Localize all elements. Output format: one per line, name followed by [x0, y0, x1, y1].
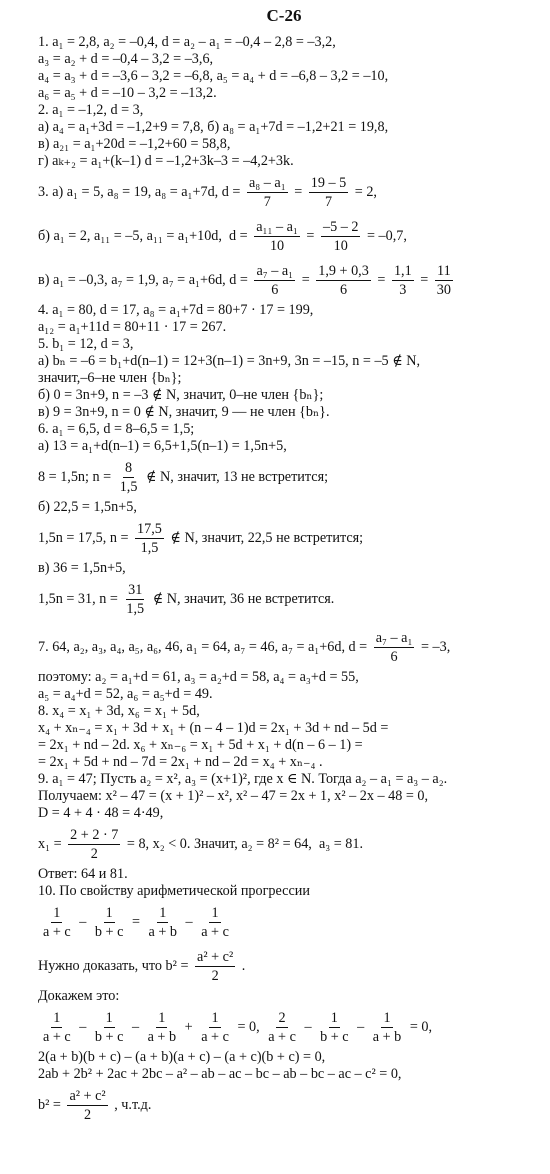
text-line: Докажем это: [38, 988, 120, 1004]
numerator: 1 [105, 904, 113, 921]
text-segment: – [128, 1018, 143, 1035]
text-line: Ответ: 64 и 81. [38, 866, 128, 882]
formula-line [38, 944, 530, 988]
text-line: 6. a₁ = 6,5, d = 8–6,5 = 1,5; [38, 421, 195, 437]
denominator: a + c [268, 1028, 296, 1045]
denominator: 2 [211, 967, 219, 984]
text-line: 2ab + 2b² + 2ac + 2bc – a² – ab – ac – bc – ab – bc – ac – c² = 0, [38, 1066, 402, 1082]
numerator: 1 [383, 1009, 391, 1026]
denominator: 1,5 [140, 539, 159, 556]
text-segment: = [416, 271, 432, 288]
fraction [435, 263, 453, 298]
text-segment: в) a₁ = –0,3, a₇ = 1,9, a₇ = a₁+6d, d = [38, 271, 252, 288]
text-line: б) 22,5 = 1,5n+5, [38, 499, 137, 515]
denominator: 2 [84, 1106, 92, 1123]
denominator: a + c [201, 1028, 229, 1045]
formula-line [38, 625, 530, 669]
fraction [247, 175, 288, 210]
text-segment: 8 = 1,5n; n = [38, 468, 115, 485]
fraction [135, 521, 164, 556]
text-segment: ∉ N, значит, 13 не встретится; [142, 468, 329, 485]
text-segment: = [373, 271, 389, 288]
numerator: 1 [330, 1009, 338, 1026]
text-segment: = 8, x₂ < 0. Значит, a₂ = 8² = 64, a₃ = 81. [123, 835, 364, 852]
text-segment: x₁ = [38, 835, 66, 852]
text-line: 4. a₁ = 80, d = 17, a₈ = a₁+7d = 80+7 · 17 = 199, [38, 302, 314, 318]
text-line: а) a₄ = a₁+3d = –1,2+9 = 7,8, б) a₈ = a₁+7d = –1,2+21 = 19,8, [38, 119, 389, 135]
denominator: a + b [147, 1028, 177, 1045]
exercise-4-6 [38, 302, 530, 621]
numerator: 1,1 [393, 262, 412, 279]
text-line: б) 0 = 3n+9, n = –3 ∉ N, значит, 0–не член {bₙ}; [38, 387, 324, 403]
text-line: значит,–6–не член {bₙ}; [38, 370, 182, 386]
text-segment: – [300, 1018, 316, 1035]
text-line: 2. a₁ = –1,2, d = 3, [38, 102, 144, 118]
exercise-7-9 [38, 625, 530, 900]
numerator: 1 [159, 904, 167, 921]
fraction [374, 630, 415, 665]
text-line: в) 36 = 1,5n+5, [38, 560, 126, 576]
numerator: a² + c² [69, 1087, 106, 1104]
numerator: 1 [211, 1009, 219, 1026]
numerator: 2 [278, 1009, 286, 1026]
numerator: a₇ – a₁ [256, 262, 294, 279]
fraction [316, 263, 371, 298]
numerator: 17,5 [137, 520, 162, 537]
page-title: С-26 [266, 6, 302, 25]
numerator: 1 [211, 904, 219, 921]
text-segment: – [75, 1018, 90, 1035]
numerator: 2 + 2 · 7 [70, 826, 119, 843]
formula-line [38, 1005, 530, 1049]
text-segment: 3. а) a₁ = 5, a₈ = 19, a₈ = a₁+7d, d = [38, 183, 244, 200]
denominator: 7 [263, 193, 271, 210]
numerator: a₇ – a₁ [375, 629, 413, 646]
formula-line [38, 1083, 530, 1127]
text-line: в) 9 = 3n+9, n = 0 ∉ N, значит, 9 — не член {bₙ}. [38, 404, 330, 420]
text-segment: = 0, [233, 1018, 264, 1035]
numerator: 31 [128, 581, 143, 598]
text-segment: б) a₁ = 2, a₁₁ = –5, a₁₁ = a₁+10d, d = [38, 227, 252, 244]
formula-line [38, 516, 530, 560]
text-line: a₃ = a₂ + d = –0,4 – 3,2 = –3,6, [38, 51, 214, 67]
denominator: 3 [399, 281, 407, 298]
text-line: 2(a + b)(b + c) – (a + b)(a + c) – (a + c)(b + c) = 0, [38, 1049, 326, 1065]
fraction [266, 1010, 298, 1045]
text-segment: Нужно доказать, что b² = [38, 957, 193, 974]
numerator: a₁₁ – a₁ [256, 218, 298, 235]
exercise-10 [38, 900, 530, 1127]
fraction [41, 1010, 73, 1045]
exercise-3 [38, 170, 530, 302]
fraction [67, 1088, 107, 1123]
text-segment: = [302, 227, 318, 244]
denominator: 6 [339, 281, 348, 298]
fraction [93, 1010, 126, 1045]
fraction [254, 263, 295, 298]
text-line: 5. b₁ = 12, d = 3, [38, 336, 134, 352]
text-segment: 7. 64, a₂, a₃, a₄, a₅, a₆, 46, a₁ = 64, a₇ = 46, a₇ = a₁+6d, d = [38, 638, 371, 655]
denominator: 6 [390, 648, 398, 665]
text-line: = 2x₁ + 5d + nd – 7d = 2x₁ + nd – 2d = x₄ + xₙ₋₄ . [38, 754, 323, 770]
text-segment: = 0, [406, 1018, 433, 1035]
denominator: b + c [94, 1028, 124, 1045]
denominator: b + c [320, 1028, 349, 1045]
text-line: 1. a₁ = 2,8, a₂ = –0,4, d = a₂ – a₁ = –0,4 – 2,8 = –3,2, [38, 34, 336, 50]
denominator: a + c [201, 923, 229, 940]
denominator: 1,5 [126, 600, 145, 617]
text-segment: ∉ N, значит, 36 не встретится. [149, 590, 335, 607]
formula-line [38, 900, 530, 944]
text-segment: = [290, 183, 306, 200]
text-line: 8. x₄ = x₁ + 3d, x₆ = x₁ + 5d, [38, 703, 200, 719]
formula-line [38, 214, 530, 258]
text-line: = 2x₁ + nd – 2d. x₆ + xₙ₋₆ = x₁ + 5d + x₁ + d(n – 6 – 1) = [38, 737, 363, 753]
text-line: a₁₂ = a₁+11d = 80+11 · 17 = 267. [38, 319, 227, 335]
fraction [199, 905, 231, 940]
text-line: поэтому: a₂ = a₁+d = 61, a₃ = a₂+d = 58, a₄ = a₃+d = 55, [38, 669, 359, 685]
denominator: 10 [269, 237, 285, 254]
text-line: 9. a₁ = 47; Пусть a₂ = x², a₃ = (x+1)², где x ∈ N. Тогда a₂ – a₁ = a₃ – a₂. [38, 771, 448, 787]
text-line: a₆ = a₅ + d = –10 – 3,2 = –13,2. [38, 85, 217, 101]
numerator: 1 [53, 1009, 61, 1026]
denominator: 6 [271, 281, 279, 298]
denominator: a + b [148, 923, 177, 940]
text-line: Получаем: x² – 47 = (x + 1)² – x², x² – 47 = 2x + 1, x² – 2x – 48 = 0, [38, 788, 429, 804]
denominator: 1,5 [119, 478, 138, 495]
formula-line [38, 258, 530, 302]
numerator: –5 – 2 [322, 218, 359, 235]
fraction [147, 905, 180, 940]
text-line: а) 13 = a₁+d(n–1) = 6,5+1,5(n–1) = 1,5n+5, [38, 438, 287, 454]
text-segment: – [353, 1018, 368, 1035]
fraction [41, 905, 73, 940]
formula-line [38, 822, 530, 866]
fraction [318, 1010, 351, 1045]
text-line: 10. По свойству арифметической прогрессии [38, 883, 310, 899]
text-segment: = [128, 913, 144, 930]
text-line: в) a₂₁ = a₁+20d = –1,2+60 = 58,8, [38, 136, 231, 152]
text-segment: ∉ N, значит, 22,5 не встретится; [166, 529, 364, 546]
numerator: 1,9 + 0,3 [318, 262, 369, 279]
numerator: 1 [158, 1009, 166, 1026]
fraction [321, 219, 360, 254]
fraction [93, 905, 126, 940]
exercise-1-2 [38, 34, 530, 170]
text-segment: , ч.т.д. [110, 1096, 152, 1113]
text-line: x₄ + xₙ₋₄ = x₁ + 3d + x₁ + (n – 4 – 1)d = 2x₁ + 3d + nd – 5d = [38, 720, 389, 736]
denominator: a + c [43, 923, 71, 940]
denominator: a + c [43, 1028, 71, 1045]
text-segment: – [75, 913, 90, 930]
text-segment: = –3, [417, 638, 451, 655]
text-line: D = 4 + 4 · 48 = 4·49, [38, 805, 164, 821]
denominator: 30 [436, 281, 451, 298]
fraction [392, 263, 414, 298]
text-segment: 1,5n = 17,5, n = [38, 529, 133, 546]
fraction [195, 949, 235, 984]
text-segment: b² = [38, 1096, 65, 1113]
denominator: b + c [94, 923, 124, 940]
numerator: 1 [105, 1009, 113, 1026]
denominator: 7 [324, 193, 333, 210]
text-line: г) aₖ₊₂ = a₁+(k–1) d = –1,2+3k–3 = –4,2+3k. [38, 153, 294, 169]
text-segment: . [238, 957, 246, 974]
text-segment: = [298, 271, 314, 288]
formula-line [38, 170, 530, 214]
fraction [68, 827, 120, 862]
text-segment: + [181, 1018, 197, 1035]
text-line: a₄ = a₃ + d = –3,6 – 3,2 = –6,8, a₅ = a₄ + d = –6,8 – 3,2 = –10, [38, 68, 389, 84]
denominator: a + b [372, 1028, 402, 1045]
numerator: 19 – 5 [310, 174, 347, 191]
numerator: a₈ – a₁ [248, 174, 286, 191]
fraction [254, 219, 300, 254]
text-segment: = –0,7, [363, 227, 407, 244]
numerator: 8 [125, 459, 133, 476]
formula-line [38, 455, 530, 499]
formula-line [38, 577, 530, 621]
fraction [371, 1010, 404, 1045]
numerator: 1 [53, 904, 61, 921]
fraction [118, 460, 140, 495]
fraction [309, 175, 348, 210]
numerator: 11 [437, 262, 451, 279]
fraction [199, 1010, 231, 1045]
fraction [124, 582, 146, 617]
text-segment: – [182, 913, 197, 930]
denominator: 10 [333, 237, 348, 254]
fraction [146, 1010, 179, 1045]
text-line: а) bₙ = –6 = b₁+d(n–1) = 12+3(n–1) = 3n+9, 3n = –15, n = –5 ∉ N, [38, 353, 421, 369]
numerator: a² + c² [197, 948, 234, 965]
text-segment: 1,5n = 31, n = [38, 590, 122, 607]
text-segment: = 2, [351, 183, 377, 200]
denominator: 2 [90, 845, 98, 862]
text-line: a₅ = a₄+d = 52, a₆ = a₅+d = 49. [38, 686, 213, 702]
